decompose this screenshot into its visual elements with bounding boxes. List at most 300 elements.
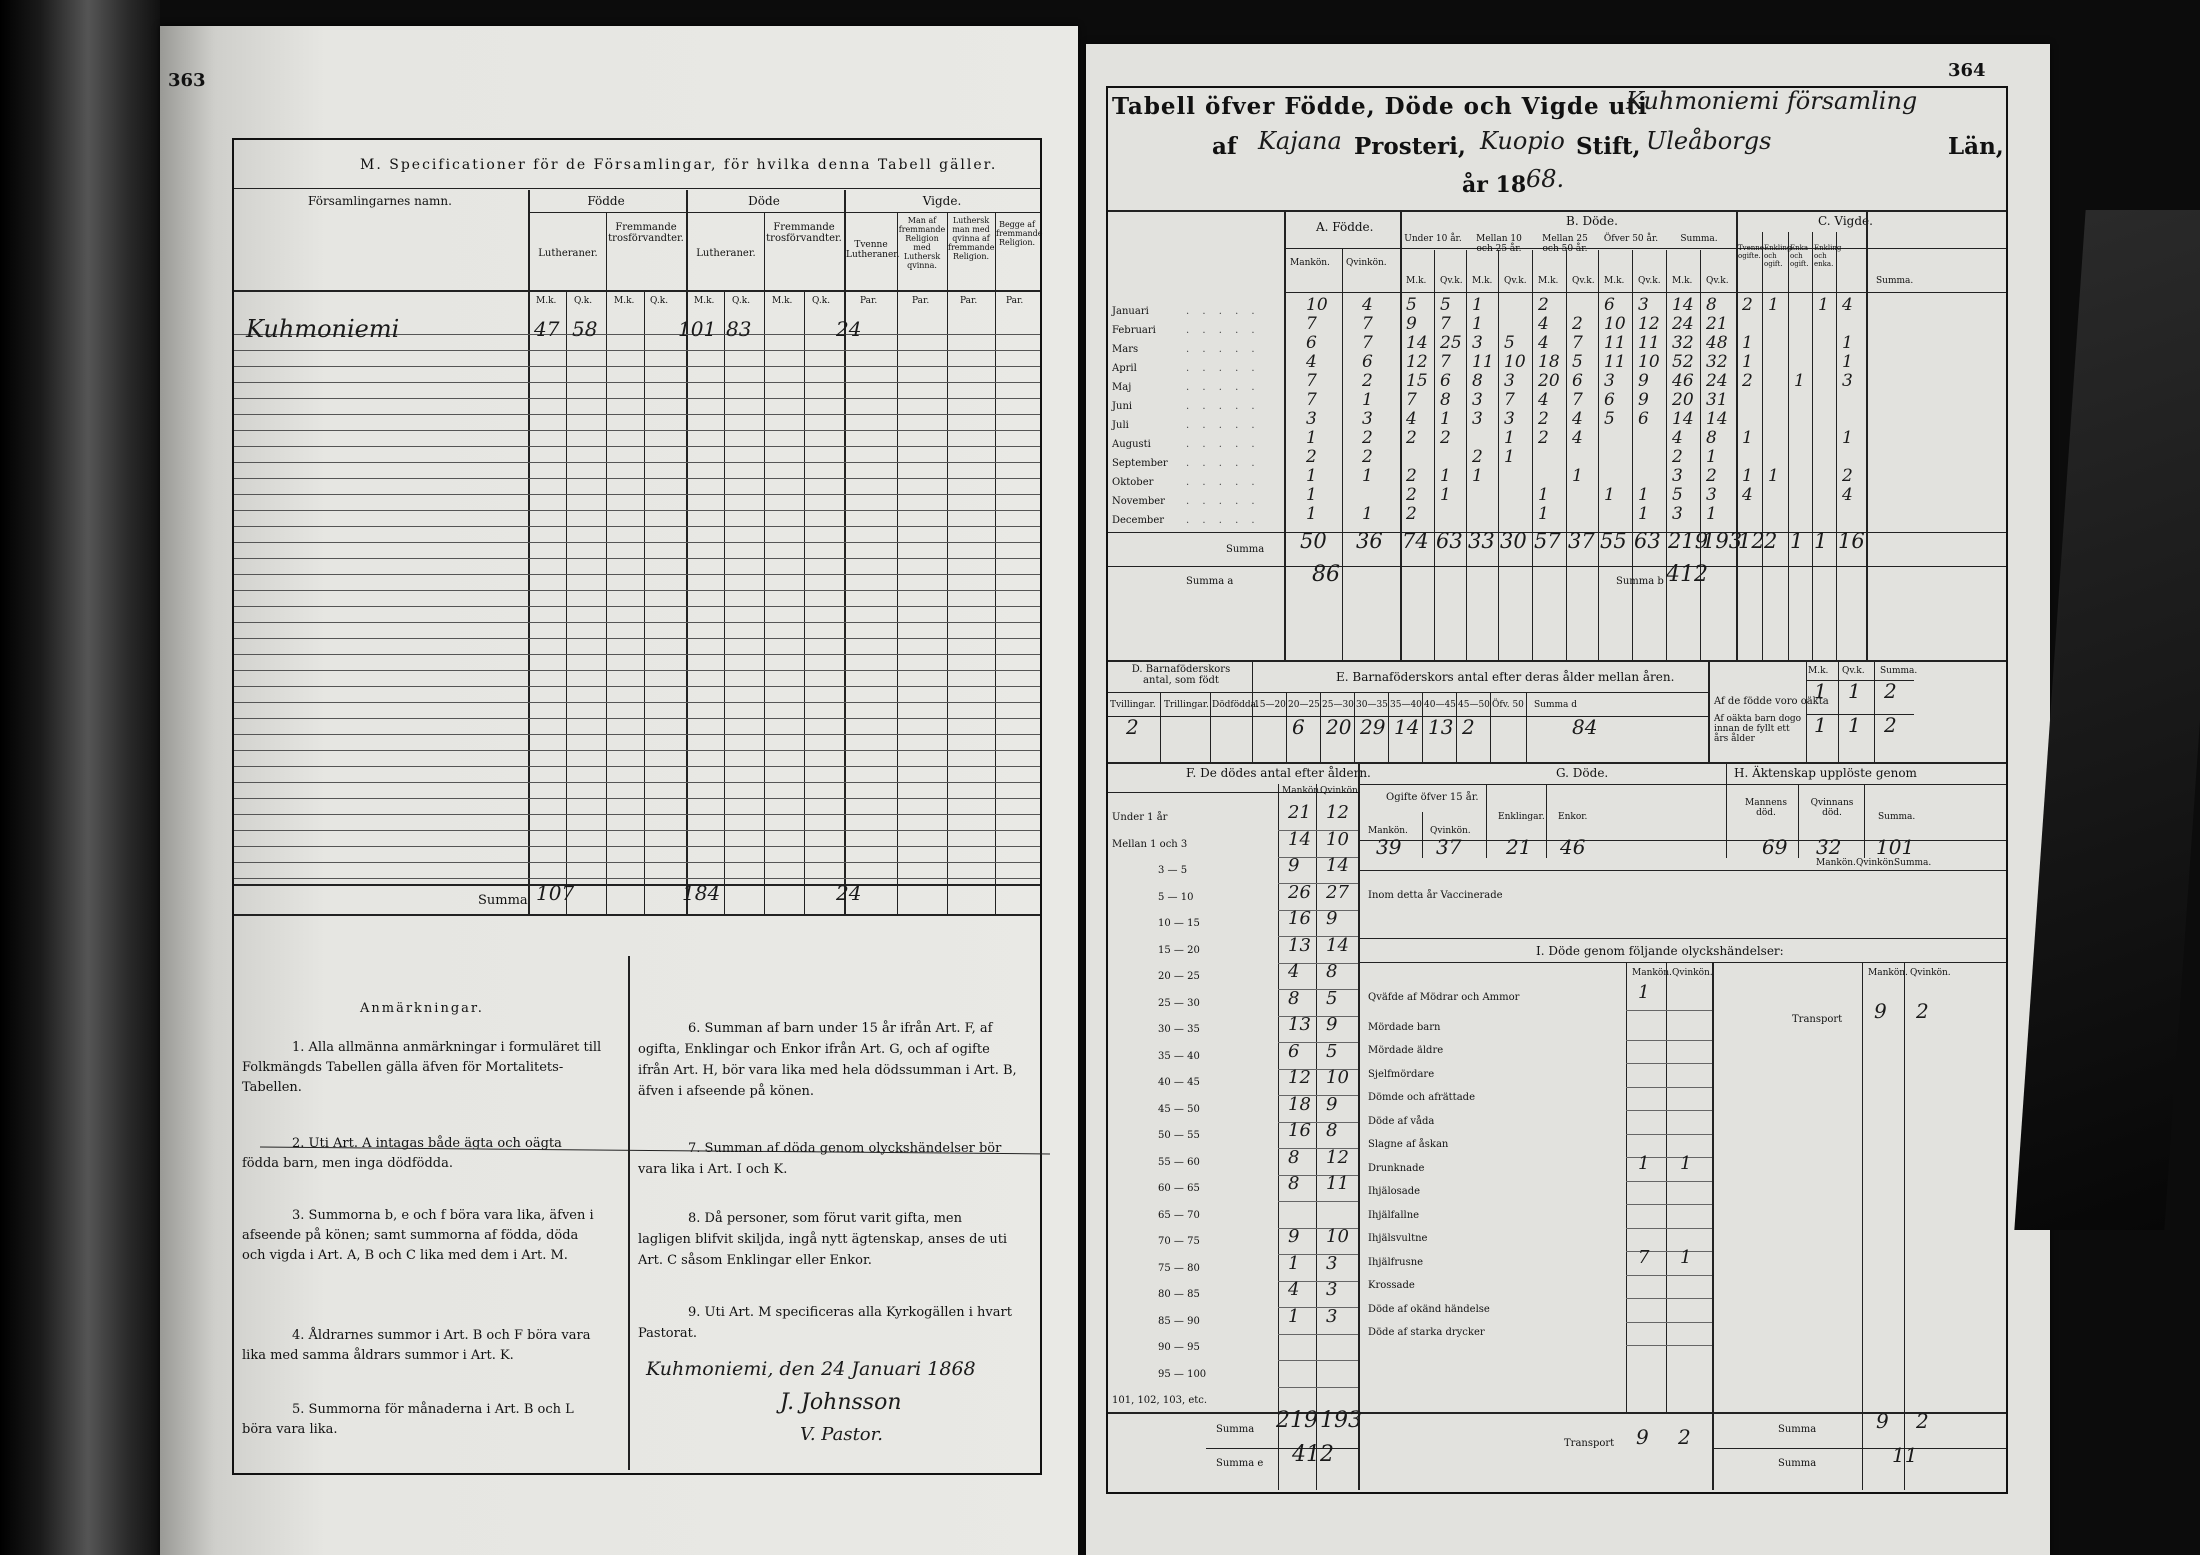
signature-title: V. Pastor. [800, 1424, 883, 1445]
qk-label: Q.k. [812, 296, 831, 306]
monthly-value: 14 [1706, 409, 1728, 429]
section-g-title: G. Döde. [1556, 766, 1609, 780]
monthly-value: 8 [1706, 295, 1717, 315]
par-label: Par. [912, 296, 930, 306]
age-label: Under 1 år [1112, 812, 1168, 823]
monthly-value: 3 [1504, 371, 1515, 391]
age-range-header: 35—40 [1390, 700, 1422, 710]
note-2: 2. Uti Art. A intagas både ägta och oägta födda barn, men inga dödfödda. [242, 1136, 562, 1171]
f-female-header: Qvinkön. [1320, 786, 1361, 796]
married-lutheran-man-header: Luthersk man med qvinna af fremmande Religion. [948, 216, 995, 261]
i2-transport-m: 9 [1874, 999, 1887, 1023]
month-label: November [1112, 496, 1165, 507]
married-summa-header: Summa. [1876, 276, 1914, 286]
title-parish: Kuhmoniemi församling [1626, 87, 1918, 115]
month-label: Augusti [1112, 439, 1151, 450]
i-summa-label: Summa [1778, 1424, 1817, 1435]
summa-a-label: Summa a [1186, 576, 1234, 587]
summa-value: 33 [1468, 529, 1495, 553]
transport-f: 2 [1678, 1425, 1691, 1449]
age-label: 60 — 65 [1158, 1183, 1200, 1194]
monthly-value: 32 [1706, 352, 1728, 372]
age-label: 5 — 10 [1158, 891, 1194, 903]
title-diocese: Kuopio [1480, 127, 1565, 155]
f-summa-e: 412 [1292, 1442, 1334, 1467]
grid-line [1466, 250, 1467, 660]
leader-dots: . . . . . [1186, 439, 1260, 450]
accident-cause: Mördade barn [1368, 1021, 1441, 1033]
section-b-title: B. Döde. [1566, 214, 1618, 228]
mother-age-count: 6 [1292, 715, 1305, 739]
month-label: Juni [1112, 401, 1133, 412]
rule-line [234, 670, 1040, 671]
age-label: 85 — 90 [1158, 1315, 1200, 1327]
i2-female-header: Qvinkön. [1910, 968, 1951, 978]
monthly-value: 9 [1406, 314, 1417, 334]
monthly-value: 6 [1440, 371, 1451, 391]
rule-line [234, 654, 1040, 655]
grid-line [1626, 1298, 1712, 1299]
death-age-female: 9 [1326, 1014, 1338, 1035]
married-both-foreign-header: Begge af fremmande Religion. [996, 220, 1043, 247]
leader-dots: . . . . . [1186, 382, 1260, 393]
section-c-title: C. Vigde. [1818, 214, 1873, 228]
monthly-value: 4 [1306, 352, 1317, 372]
grid-line [1626, 1345, 1712, 1346]
age-label: 65 — 70 [1158, 1209, 1200, 1221]
monthly-value: 1 [1306, 504, 1317, 524]
monthly-value: 6 [1572, 371, 1583, 391]
age-label: 55 — 60 [1158, 1156, 1200, 1168]
death-age-female: 9 [1326, 1093, 1338, 1115]
monthly-value: 2 [1406, 504, 1417, 524]
sex-subheader: M.k. [1604, 276, 1625, 286]
mother-age-count: 14 [1394, 715, 1420, 739]
age-label: 15 — 20 [1158, 944, 1200, 956]
monthly-value: 5 [1604, 409, 1615, 429]
mk-label: M.k. [772, 296, 793, 306]
monthly-value: 4 [1406, 409, 1417, 429]
age-group-header: Mellan 10 och 25 år. [1476, 234, 1522, 254]
death-age-male: 14 [1288, 828, 1311, 850]
born-female: 58 [572, 317, 598, 341]
monthly-value: 20 [1672, 390, 1694, 410]
rule-line [234, 414, 1040, 415]
sex-subheader: Qv.k. [1706, 276, 1729, 286]
monthly-value: 14 [1672, 295, 1694, 315]
age-range-header: 40—45 [1424, 700, 1456, 710]
title-word-stift: Stift, [1576, 133, 1641, 160]
grid-line [1632, 250, 1633, 660]
rule-line [234, 462, 1040, 463]
death-age-male: 26 [1288, 881, 1311, 903]
monthly-value: 1 [1706, 504, 1717, 524]
accident-cause: Krossade [1368, 1280, 1415, 1291]
death-age-male: 16 [1288, 1120, 1311, 1141]
age-group-header: Mellan 25 och 50 år. [1542, 234, 1588, 254]
monthly-value: 4 [1742, 485, 1753, 505]
married-type-header: Enkling och enka. [1814, 244, 1842, 268]
monthly-value: 1 [1362, 504, 1373, 524]
accident-cause: Dömde och afrättade [1368, 1092, 1475, 1103]
f-summa-label: Summa [1216, 1424, 1255, 1435]
f-summa-m: 219 [1276, 1408, 1318, 1433]
summa-value: 2 [1764, 529, 1778, 553]
grid-line [1526, 692, 1527, 762]
grid-line [1626, 1087, 1712, 1088]
death-age-female: 3 [1326, 1252, 1338, 1274]
monthly-value: 1 [1742, 333, 1753, 353]
death-age-female: 8 [1326, 961, 1338, 982]
leader-dots: . . . . . [1186, 325, 1260, 336]
title-year: 68. [1526, 165, 1565, 193]
g-female-header: Qvinkön. [1430, 826, 1471, 836]
summa-value: 63 [1634, 529, 1661, 553]
leader-dots: . . . . . [1186, 477, 1260, 488]
monthly-value: 2 [1440, 428, 1451, 448]
monthly-value: 2 [1362, 371, 1373, 391]
header-female: Qvinkön. [1346, 258, 1387, 268]
rule-line [234, 766, 1040, 767]
death-age-female: 10 [1326, 828, 1349, 850]
g-widows: 46 [1560, 835, 1586, 859]
dead-group-header: Döde [748, 194, 780, 208]
age-range-header: Öfv. 50 [1492, 700, 1524, 710]
g-unmarried-f: 37 [1436, 835, 1462, 859]
month-label: Februari [1112, 325, 1156, 336]
monthly-value: 7 [1572, 390, 1583, 410]
age-label: 40 — 45 [1158, 1077, 1200, 1088]
leader-dots: . . . . . [1186, 515, 1260, 526]
monthly-value: 1 [1768, 295, 1779, 315]
monthly-value: 4 [1842, 485, 1853, 505]
summa-value: 30 [1500, 529, 1527, 553]
monthly-value: 4 [1538, 314, 1549, 334]
monthly-value: 1 [1572, 466, 1583, 486]
summa-value: 57 [1534, 529, 1561, 553]
age-label: 101, 102, 103, etc. [1112, 1395, 1208, 1406]
age-label: 90 — 95 [1158, 1342, 1200, 1353]
monthly-value: 2 [1842, 466, 1853, 486]
monthly-value: 2 [1742, 371, 1753, 391]
title-year-prefix: år 18 [1462, 172, 1527, 198]
i2-transport-label: Transport [1792, 1014, 1843, 1025]
monthly-value: 10 [1638, 352, 1660, 372]
grid-line [1284, 210, 1286, 660]
death-age-male: 8 [1288, 1146, 1300, 1168]
monthly-value: 6 [1604, 295, 1615, 315]
summa-value: 12 [1738, 529, 1765, 553]
g-unmarried-header: Ogifte öfver 15 år. [1386, 792, 1479, 803]
monthly-value: 1 [1306, 466, 1317, 486]
age-label: 25 — 30 [1158, 997, 1200, 1009]
mother-age-count: 13 [1428, 715, 1454, 739]
death-age-female: 9 [1326, 908, 1338, 929]
age-label: Mellan 1 och 3 [1112, 838, 1188, 850]
mk-label: M.k. [536, 296, 557, 306]
monthly-value: 11 [1604, 333, 1626, 353]
left-page [160, 26, 1078, 1555]
monthly-value: 46 [1672, 371, 1694, 391]
married-foreign-man-header: Man af fremmande Religion med Luthersk qvinna. [898, 216, 946, 270]
summa-value: 16 [1838, 529, 1865, 553]
monthly-value: 1 [1306, 428, 1317, 448]
rule-line [234, 478, 1040, 479]
monthly-value: 11 [1604, 352, 1626, 372]
sex-subheader: M.k. [1406, 276, 1427, 286]
accident-cause: Döde af våda [1368, 1115, 1435, 1127]
sex-subheader: M.k. [1472, 276, 1493, 286]
summa-value: 55 [1600, 529, 1627, 553]
age-label: 50 — 55 [1158, 1130, 1200, 1141]
age-label: 35 — 40 [1158, 1050, 1200, 1062]
rule-line [234, 638, 1040, 639]
monthly-value: 1 [1706, 447, 1717, 467]
monthly-value: 1 [1504, 447, 1515, 467]
rule-line [234, 846, 1040, 847]
monthly-value: 3 [1472, 333, 1483, 353]
grid-line [1286, 692, 1287, 762]
age-group-header: Summa. [1680, 234, 1718, 244]
monthly-value: 1 [1362, 390, 1373, 410]
h-husband-header: Mannens död. [1745, 798, 1787, 818]
death-age-female: 3 [1326, 1305, 1338, 1327]
rule-line [234, 558, 1040, 559]
illegitimate-born-label: Af de födde voro oäkta [1714, 696, 1829, 707]
grid-line [1626, 1134, 1712, 1135]
title-word-af: af [1212, 133, 1237, 160]
age-label: 75 — 80 [1158, 1262, 1200, 1274]
born-group-header: Födde [587, 194, 625, 208]
monthly-value: 5 [1504, 333, 1515, 353]
h-total: 101 [1876, 835, 1915, 859]
monthly-value: 7 [1306, 390, 1317, 410]
i-total: 11 [1892, 1443, 1918, 1467]
death-age-female: 5 [1326, 1040, 1338, 1062]
monthly-value: 7 [1362, 333, 1373, 353]
dead-lutheran-header: Lutheraner. [696, 248, 756, 259]
death-age-male: 4 [1288, 961, 1300, 982]
sum-married: 24 [836, 881, 862, 905]
monthly-value: 3 [1672, 504, 1683, 524]
leader-dots: . . . . . [1186, 420, 1260, 431]
rule-line [234, 862, 1040, 863]
i-female-header: Qvinkön. [1672, 968, 1713, 978]
death-age-female: 10 [1326, 1226, 1349, 1247]
mk-label: M.k. [694, 296, 715, 306]
note-1: 1. Alla allmänna anmärkningar i formuläret till Folkmängds Tabellen gälla äfven för Mortalitets-Tabellen. [242, 1040, 602, 1095]
illeg-mk-header: M.k. [1808, 666, 1829, 676]
summa-value: 63 [1436, 529, 1463, 553]
rule-line [234, 542, 1040, 543]
monthly-value: 3 [1472, 409, 1483, 429]
book-spine [0, 0, 160, 1555]
death-age-male: 9 [1288, 1226, 1300, 1247]
rule-line [234, 350, 1040, 351]
monthly-value: 2 [1406, 428, 1417, 448]
monthly-value: 20 [1538, 371, 1560, 391]
summa-value: 37 [1568, 529, 1595, 553]
accident-cause: Döde af starka drycker [1368, 1327, 1485, 1338]
age-range-header: 20—25 [1288, 700, 1320, 710]
death-age-male: 9 [1288, 855, 1300, 876]
leader-dots: . . . . . [1186, 401, 1260, 412]
death-age-female: 5 [1326, 987, 1338, 1009]
vacc-summa-header: Summa. [1894, 858, 1932, 868]
death-age-male: 8 [1288, 987, 1300, 1009]
monthly-value: 4 [1842, 295, 1853, 315]
grid-line [1490, 692, 1491, 762]
vaccinated-label: Inom detta år Vaccinerade [1368, 890, 1503, 901]
qk-label: Q.k. [732, 296, 751, 306]
monthly-value: 2 [1706, 466, 1717, 486]
grid-line [1278, 1334, 1358, 1335]
section-d-title: D. Barnaföderskors antal, som födt [1131, 664, 1231, 686]
death-age-female: 14 [1326, 855, 1349, 876]
grid-line [1836, 232, 1837, 660]
qk-label: Q.k. [650, 296, 669, 306]
monthly-value: 5 [1672, 485, 1683, 505]
married-type-header: Tvenne ogifte. [1738, 244, 1764, 260]
title-word-prosteri: Prosteri, [1354, 133, 1466, 160]
transport-label: Transport [1564, 1438, 1615, 1449]
grid-line [1566, 250, 1567, 660]
grid-line [1626, 1228, 1712, 1229]
grid-line [1342, 248, 1343, 660]
monthly-value: 7 [1440, 314, 1451, 334]
section-e-title: E. Barnaföderskors antal efter deras ålder mellan åren. [1336, 670, 1675, 684]
i2-male-header: Mankön. [1868, 968, 1908, 978]
mortality-table-frame [1106, 86, 2008, 1494]
grid-line [1388, 692, 1389, 762]
right-page [1086, 44, 2050, 1555]
monthly-value: 7 [1504, 390, 1515, 410]
monthly-value: 4 [1572, 428, 1583, 448]
grid-line [1626, 1010, 1712, 1011]
summa-label-left: Summa [478, 893, 528, 908]
monthly-value: 24 [1706, 371, 1728, 391]
rule-line [234, 686, 1040, 687]
grid-line [1456, 692, 1457, 762]
monthly-value: 2 [1538, 428, 1549, 448]
monthly-value: 18 [1538, 352, 1560, 372]
monthly-value: 4 [1362, 295, 1373, 315]
grid-line [1626, 1204, 1712, 1205]
grid-line [1252, 692, 1253, 762]
month-label: Januari [1112, 306, 1149, 317]
grid-line [1422, 692, 1423, 762]
illeg-dead-m: 1 [1814, 713, 1827, 737]
par-label: Par. [1006, 296, 1024, 306]
monthly-value: 2 [1306, 447, 1317, 467]
leader-dots: . . . . . [1186, 344, 1260, 355]
month-label: December [1112, 515, 1165, 526]
monthly-value: 1 [1538, 504, 1549, 524]
grid-line [1284, 292, 2006, 293]
illeg-born-f: 1 [1848, 679, 1861, 703]
grid-line [1320, 692, 1321, 762]
illeg-summa-header: Summa. [1880, 666, 1918, 676]
g-widows-header: Enkor. [1558, 812, 1588, 822]
monthly-value: 1 [1794, 371, 1805, 391]
accident-male: 7 [1638, 1246, 1650, 1268]
grid-line [1498, 250, 1499, 660]
grid-line [1762, 232, 1763, 660]
monthly-value: 4 [1672, 428, 1683, 448]
born-male: 47 [534, 317, 560, 341]
rule-line [234, 702, 1040, 703]
section-i-title: I. Döde genom följande olyckshändelser: [1536, 944, 1784, 958]
death-age-female: 12 [1326, 802, 1349, 823]
death-age-female: 3 [1326, 1279, 1338, 1300]
monthly-value: 6 [1638, 409, 1649, 429]
i-summa-m: 9 [1876, 1409, 1889, 1433]
monthly-value: 2 [1472, 447, 1483, 467]
leader-dots: . . . . . [1186, 306, 1260, 317]
married-group-header: Vigde. [922, 194, 962, 208]
note-3: 3. Summorna b, e och f böra vara lika, äfven i afseende på könen; samt summorna af födda, döda och vigda i Art. A, B och C lika med dem i Art. M. [242, 1208, 594, 1263]
signature-date: Kuhmoniemi, den 24 Januari 1868 [646, 1358, 976, 1380]
notes-title: Anmärkningar. [360, 1001, 484, 1016]
illeg-dead-f: 1 [1848, 713, 1861, 737]
grid-line [1354, 692, 1355, 762]
month-label: April [1112, 363, 1137, 374]
summa-value: 1 [1790, 529, 1804, 553]
death-age-female: 8 [1326, 1120, 1338, 1141]
accident-cause: Mördade äldre [1368, 1045, 1444, 1056]
monthly-value: 3 [1672, 466, 1683, 486]
monthly-value: 32 [1672, 333, 1694, 353]
age-label: 3 — 5 [1158, 865, 1188, 876]
monthly-value: 1 [1638, 485, 1649, 505]
age-group-header: Under 10 år. [1404, 234, 1462, 244]
rule-line [234, 782, 1040, 783]
monthly-value: 7 [1362, 314, 1373, 334]
monthly-value: 3 [1362, 409, 1373, 429]
grid-line [1434, 250, 1435, 660]
illeg-qvk-header: Qv.k. [1842, 666, 1865, 676]
accident-cause: Ihjälsvultne [1368, 1233, 1428, 1244]
monthly-value: 12 [1406, 352, 1428, 372]
monthly-value: 3 [1706, 485, 1717, 505]
summa-d-label: Summa d [1534, 700, 1578, 710]
death-age-male: 16 [1288, 908, 1311, 929]
accident-cause: Qväfde af Mödrar och Ammor [1368, 992, 1520, 1003]
sex-subheader: M.k. [1538, 276, 1559, 286]
monthly-value: 1 [1842, 428, 1853, 448]
transport-m: 9 [1636, 1425, 1649, 1449]
mother-age-count: 20 [1326, 715, 1352, 739]
rule-line [234, 590, 1040, 591]
grid-line [1626, 1040, 1712, 1041]
monthly-value: 11 [1472, 352, 1494, 372]
rule-line [234, 718, 1040, 719]
illeg-dead-total: 2 [1884, 713, 1897, 737]
monthly-value: 2 [1406, 466, 1417, 486]
twins-header: Tvillingar. [1110, 700, 1156, 710]
monthly-value: 5 [1572, 352, 1583, 372]
note-4: 4. Åldrarnes summor i Art. B och F böra vara lika med samma åldrars summor i Art. K. [242, 1328, 591, 1363]
monthly-value: 2 [1362, 447, 1373, 467]
age-label: 20 — 25 [1158, 971, 1200, 982]
title-word-lan: Län, [1948, 133, 2004, 160]
rule-line [234, 398, 1040, 399]
monthly-value: 11 [1638, 333, 1660, 353]
monthly-value: 10 [1306, 295, 1328, 315]
signature-name: J. Johnsson [780, 1390, 902, 1415]
death-age-male: 12 [1288, 1067, 1311, 1088]
monthly-value: 4 [1572, 409, 1583, 429]
